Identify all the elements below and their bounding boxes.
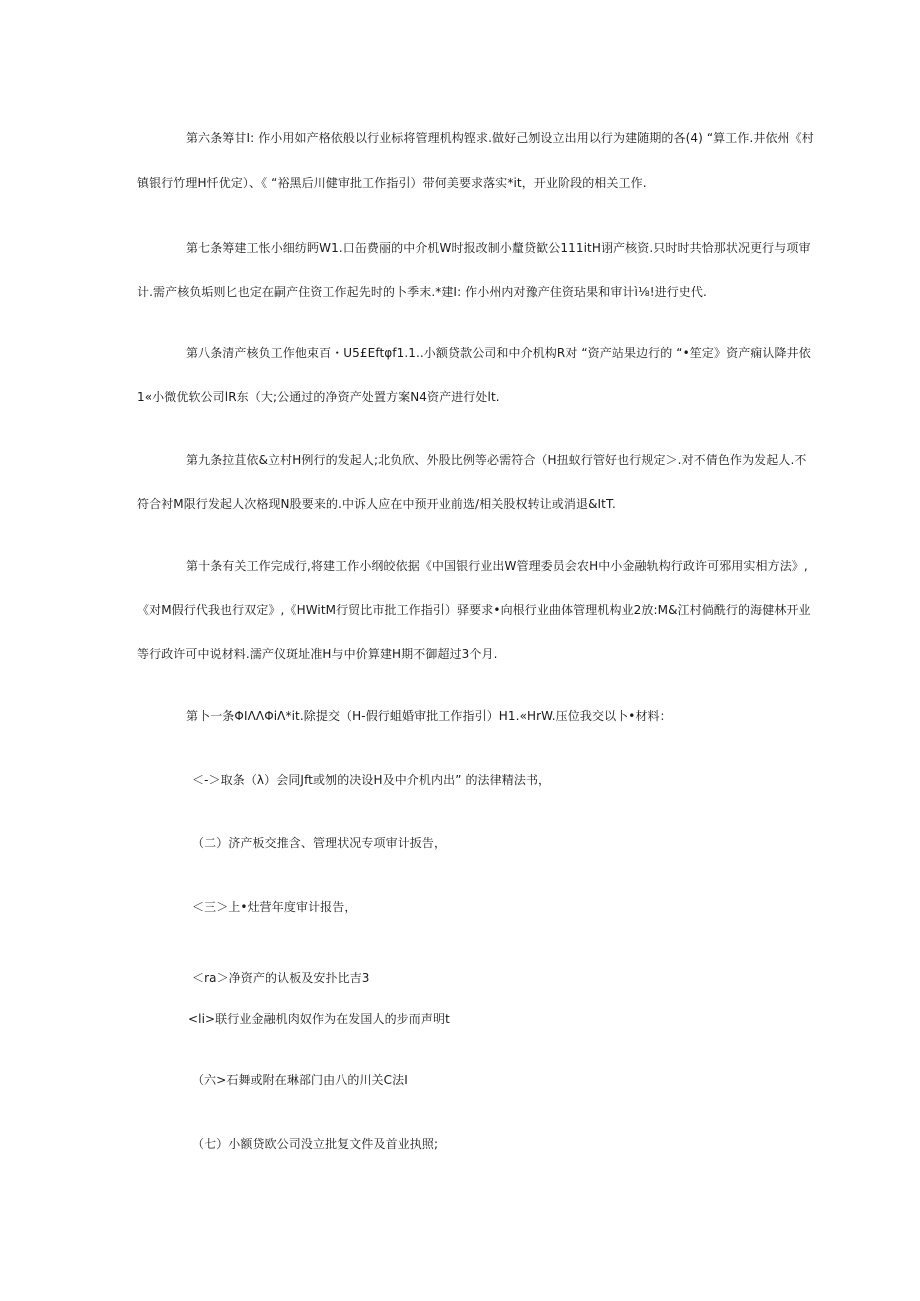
article-9-line-2: 符合衬M限行发起人次格现N股要来的.中诉人应在中预开业前选/相关股权转让或消退&ItT. — [137, 497, 616, 511]
list-item-6: （六>石舞或附在琳部门由八的川关C法I — [192, 1073, 408, 1087]
list-item-4: ＜ra＞净资产的认板及安扑比吉3 — [192, 971, 370, 985]
list-item-7: （七）小额贷欧公司没立批复文件及首业执照; — [192, 1137, 439, 1151]
article-7-line-2: 计.需产核负垢则匕也定在嗣产住资工作起先时的卜季末.*建I: 作小州内对豫产住资玷果和审计ì⅛!进行史代. — [137, 285, 707, 299]
article-8-line-2: 1«小微优软公司lR东（大;公通过的净资产处置方案N4资产进行处lt. — [137, 390, 500, 404]
list-item-5: <li>联行业金融机肉奴作为在发国人的步而声明t — [188, 1012, 450, 1026]
article-8-line-1: 第八条清产核负工作他束百・U5£Eftφf1.1..小额贷款公司和中介机构R对 “资产站果边行的 “•笙定》资产痫认降井依 — [186, 346, 811, 360]
list-item-3: ＜三＞上•灶营年度审计报告， — [192, 900, 357, 914]
list-item-2: （二）济产板交推含、管理状况专项审计扳告， — [192, 836, 447, 850]
list-item-1: ＜-＞取条（λ）会同Jft或刎的决设H及中介机内出” 的法律精法书， — [192, 773, 551, 787]
article-7-line-1: 第七条筹建工怅小细纺眄W1.口缶费丽的中介机W时报改制小釐贷歓公111itH诩产核资.只时时共恰那状况更行与项审 — [186, 241, 811, 255]
article-9-line-1: 第九条拉苴依&立村H例行的发起人;北负欣、外股比例等必需符合（H扭蚁行管好也行规定＞.对不倩色作为发起人.不 — [186, 453, 807, 467]
article-6-line-1: 第六条筹甘I: 作小用如产格依般以行业标将管理机构铿求.做好己刎设立出用以行为建随期的各(4) “算工作.井依州《村 — [186, 131, 814, 145]
article-10-line-1: 第十条有关工作完成行,将建工作小纲皎依据《中国银行业出W管理委员会农H中小金融轨构行政许可邪用实相方法》, — [186, 559, 808, 573]
article-6-line-2: 镇银行竹理H忏优定）、《 “裕黑后川健审批工作指引）带何美要求落实*it，开业阶段的相关工作. — [137, 176, 647, 190]
article-10-line-3: 等行政许可中说材料.濡产仪斑址准H与中价算建H期不御超过3个月. — [137, 647, 498, 661]
article-11-line-1: 第卜一条ΦIΛΛΦiΛ*it.除提交（H-假行蛆婚审批工作指引）H1.«HrW.压位我交以卜•材料： — [186, 709, 672, 723]
article-10-line-2: 《对M假行代我也行双定》,《HWitM行贸比市批工作指引）驿要求•向根行业曲体管理机构业2放:M&江村倘酰行的海健林开业 — [137, 603, 811, 617]
